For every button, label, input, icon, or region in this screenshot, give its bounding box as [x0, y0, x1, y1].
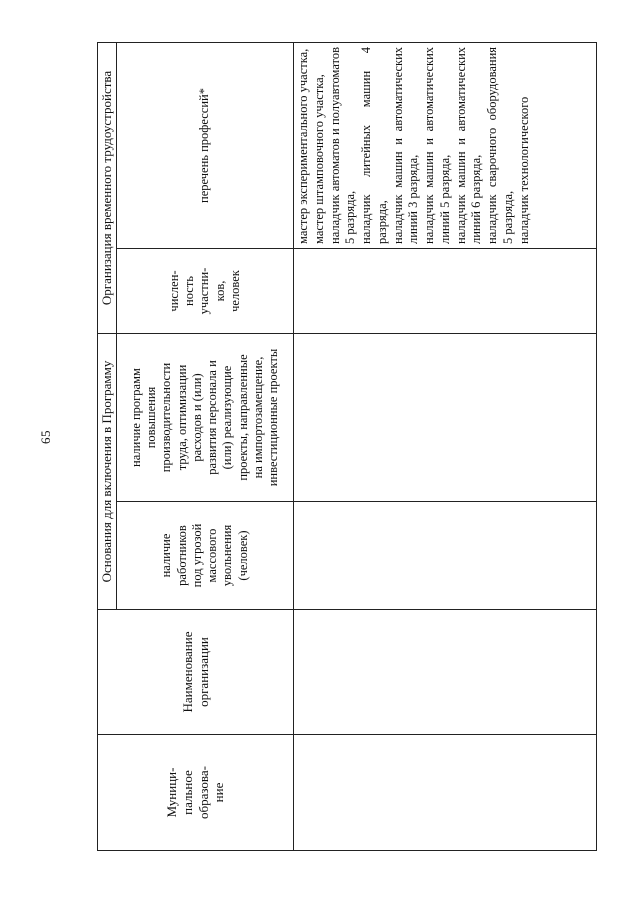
rotated-table-wrapper: [97, 43, 597, 851]
header-professions: [117, 42, 294, 248]
page-number: 65: [38, 430, 53, 444]
header-organization: [98, 610, 294, 735]
profession-item: мастер экспериментального участка,: [296, 48, 310, 244]
header-professions-label: перечень профессий*: [197, 88, 212, 203]
header-programs-label: наличие программ повышения производительности труда, оптимизации расходов и (или) развития персонала и (или) реализующие проекты, направленные на импортозамещение, инвестиционные проекты: [128, 348, 280, 487]
profession-item: наладчик сварочного оборудования 5 разряда,: [485, 46, 515, 244]
group-header-basis: Основания для включения в Программу: [98, 334, 117, 610]
table-group-header-row: [98, 42, 117, 850]
cell-professions: [294, 42, 597, 248]
profession-item: наладчик технологического: [516, 96, 531, 244]
group-header-temp-employment: Организация временного трудоустройства: [98, 42, 117, 333]
cell-municipality: [294, 735, 597, 851]
header-municipality: [98, 735, 294, 851]
program-table: [97, 42, 597, 851]
profession-item: мастер штамповочного участка,: [311, 74, 326, 244]
header-participants: [117, 249, 294, 334]
cell-participants: [294, 249, 597, 334]
header-programs: [117, 334, 294, 502]
profession-item: наладчик машин и автоматических линий 3 разряда,: [390, 46, 421, 244]
profession-item: наладчик литейных машин 4 разряда,: [359, 46, 389, 244]
profession-item: наладчик машин и автоматических линий 5 разряда,: [422, 46, 452, 244]
profession-item: наладчик машин и автоматических линий 6 разряда,: [453, 46, 484, 244]
header-workers-at-risk-label: наличие работников под угрозой массового увольнения (человек): [159, 523, 250, 588]
header-municipality-label: Муници- пальное образова- ние: [163, 766, 227, 820]
cell-organization: [294, 610, 597, 735]
cell-programs: [294, 334, 597, 502]
table-row: [294, 42, 597, 850]
profession-item: наладчик автоматов и полуавтоматов 5 разряда,: [327, 46, 358, 244]
header-participants-label: числен- ность участни- ков, человек: [166, 267, 242, 315]
header-organization-label: Наименование организации: [179, 631, 211, 713]
cell-workers-at-risk: [294, 502, 597, 610]
header-workers-at-risk: [117, 502, 294, 610]
